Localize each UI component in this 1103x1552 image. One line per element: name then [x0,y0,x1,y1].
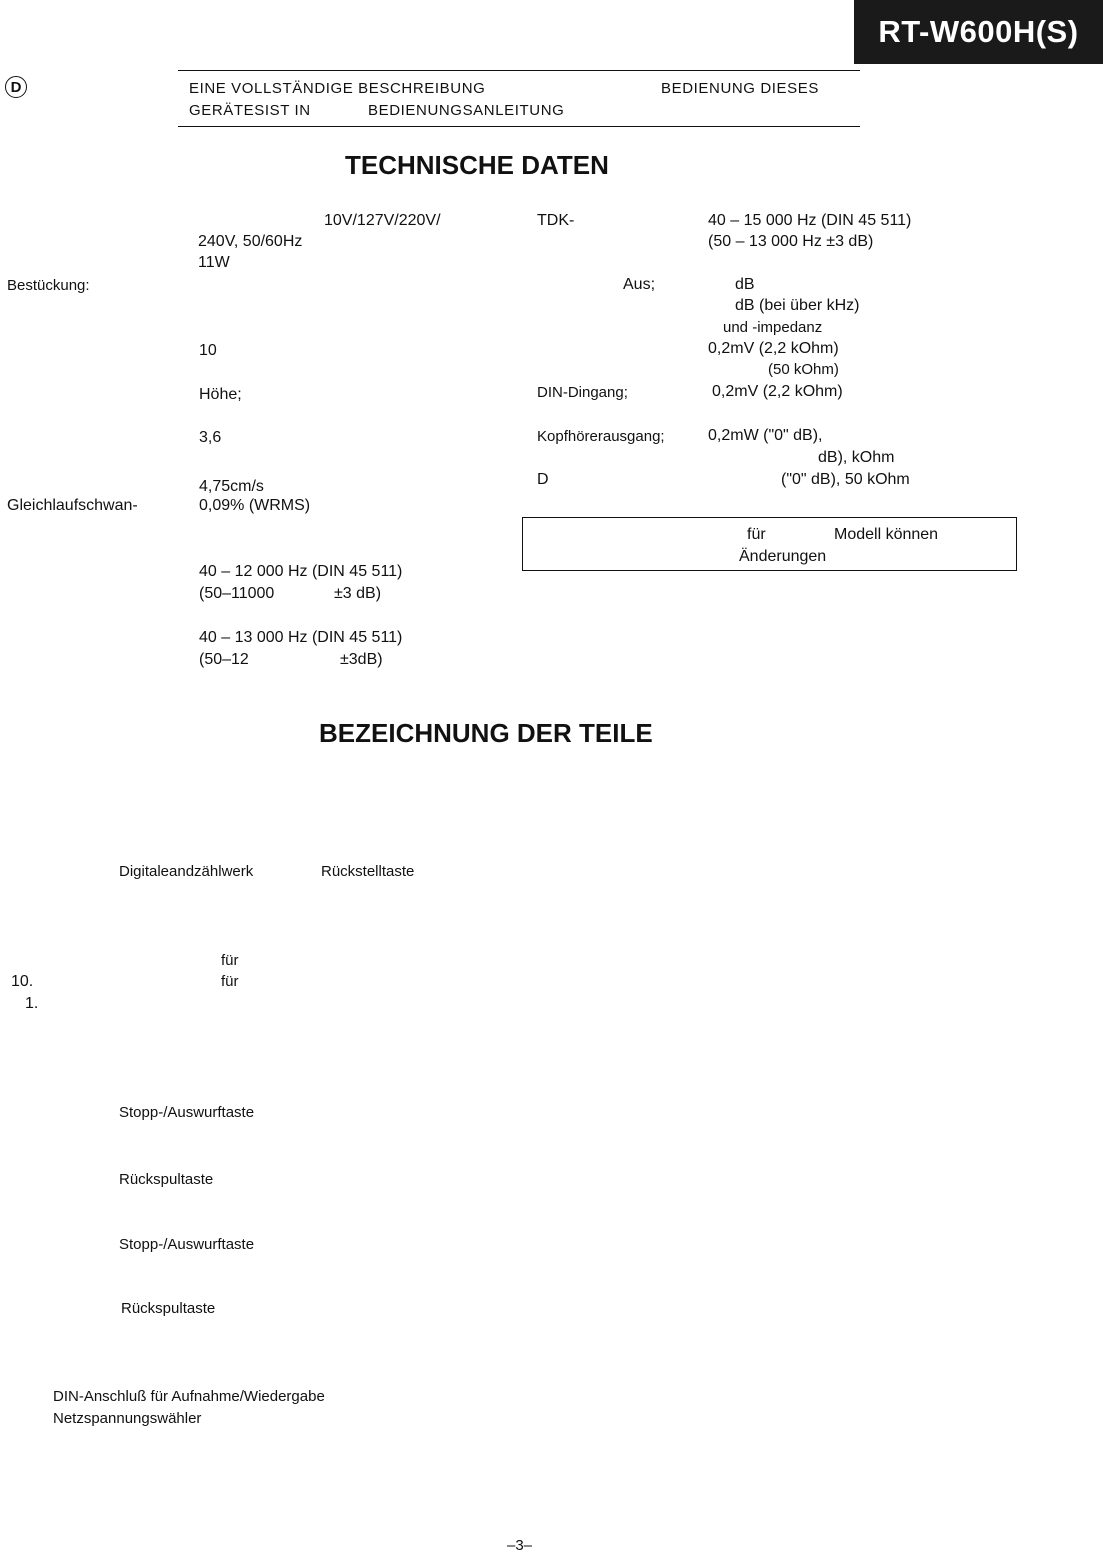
part-reset: Rückstelltaste [321,863,415,880]
language-marker: D [5,76,27,98]
spec-weight: 3,6 [199,429,222,446]
intro-line2-left: GERÄTESIST IN [189,102,311,119]
part-din-jack: DIN-Anschluß für Aufnahme/Wiedergabe [53,1388,325,1405]
spec-wow-value: 0,09% (WRMS) [199,497,311,514]
spec-input-1: 0,2mV (2,2 kOhm) [708,340,839,357]
spec-headphone-value-2: dB), kOhm [818,449,895,466]
spec-din-input-label: DIN-Dingang; [537,384,628,401]
part-number-10: 10. [11,973,34,990]
bottom-rule [178,126,860,127]
spec-freq-cro2-a: 40 – 13 000 Hz (DIN 45 511) [199,629,403,646]
spec-db-2: dB (bei über kHz) [735,297,860,314]
notice-line1-a: für [747,526,766,543]
spec-tdk-freq-a: 40 – 15 000 Hz (DIN 45 511) [708,212,912,229]
part-voltage-selector: Netzspannungswähler [53,1410,202,1427]
part-number-1: 1. [25,995,39,1012]
spec-voltage-a: 10V/127V/220V/ [324,212,441,229]
notice-line1-b: Modell können [834,526,939,543]
notice-line2: Änderungen [739,548,827,565]
spec-value-10: 10 [199,342,217,359]
spec-headphone-value: 0,2mW ("0" dB), [708,427,823,444]
spec-freq-normal-b1: (50–11000 [199,585,275,602]
page-number: –3– [507,1537,533,1552]
part-fur-a: für [221,952,239,969]
part-fur-b: für [221,973,239,990]
spec-power-consumption: 11W [198,254,230,271]
top-rule [178,70,860,71]
spec-tdk-freq-b: (50 – 13 000 Hz ±3 dB) [708,233,874,250]
spec-tdk-label: TDK- [537,212,575,229]
part-counter: Digitaleandzählwerk [119,863,254,880]
spec-tape-speed: 4,75cm/s [199,478,264,495]
spec-headphone-label: Kopfhörerausgang; [537,428,665,445]
intro-line2-right: BEDIENUNGSANLEITUNG [368,102,565,119]
spec-freq-cro2-b1: (50–12 [199,651,249,668]
spec-wow-label: Gleichlaufschwan- [7,497,138,514]
technical-data-title: TECHNISCHE DATEN [345,150,609,180]
spec-din-input-value: 0,2mV (2,2 kOhm) [712,383,843,400]
spec-voltage-b: 240V, 50/60Hz [198,233,303,250]
intro-line1-left: EINE VOLLSTÄNDIGE BESCHREIBUNG [189,80,486,97]
part-stop-eject-1: Stopp-/Auswurftaste [119,1104,255,1121]
spec-d-label: D [537,471,549,488]
model-badge: RT-W600H(S) [854,0,1103,64]
parts-title: BEZEICHNUNG DER TEILE [319,718,653,748]
part-stop-eject-2: Stopp-/Auswurftaste [119,1236,255,1253]
intro-line1-right: BEDIENUNG DIESES [661,80,819,97]
spec-dimensions-label: Höhe; [199,386,242,403]
spec-aus-label: Aus; [623,276,656,293]
spec-d-value: ("0" dB), 50 kOhm [781,471,910,488]
spec-input-2: (50 kOhm) [768,361,839,378]
part-rewind-1: Rückspultaste [119,1171,214,1188]
part-rewind-2: Rückspultaste [121,1300,216,1317]
spec-freq-normal-a: 40 – 12 000 Hz (DIN 45 511) [199,563,403,580]
spec-equipment-label: Bestückung: [7,277,90,294]
spec-impedance-label: und -impedanz [723,319,823,336]
spec-freq-normal-b2: ±3 dB) [334,585,382,602]
spec-freq-cro2-b2: ±3dB) [340,651,383,668]
spec-db-1: dB [735,276,755,293]
